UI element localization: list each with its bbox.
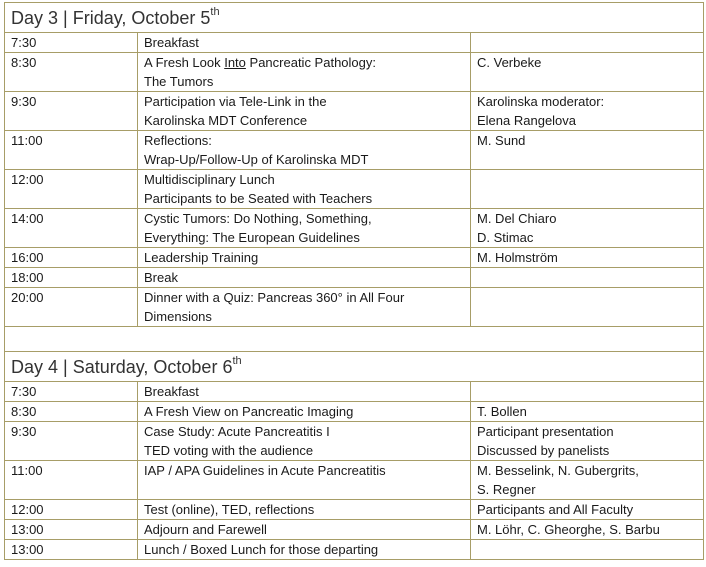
- event-cell: Break: [138, 268, 471, 288]
- table-row: [5, 268, 704, 288]
- spacer-row: [5, 327, 704, 352]
- time-cell: 14:00: [5, 209, 138, 248]
- speaker-cell: [471, 268, 704, 288]
- speaker-cell: M. Löhr, C. Gheorghe, S. Barbu: [471, 520, 704, 540]
- event-cell: IAP / APA Guidelines in Acute Pancreatitis: [138, 461, 471, 500]
- event-cell: Reflections: Wrap-Up/Follow-Up of Karolinska MDT: [138, 131, 471, 170]
- speaker-cell: [471, 540, 704, 560]
- event-cell: Adjourn and Farewell: [138, 520, 471, 540]
- time-cell: 7:30: [5, 382, 138, 402]
- table-row: [5, 500, 704, 520]
- table-row: [5, 540, 704, 560]
- event-cell: Dinner with a Quiz: Pancreas 360° in All Four Dimensions: [138, 288, 471, 327]
- event-cell: Participation via Tele-Link in the Karolinska MDT Conference: [138, 92, 471, 131]
- speaker-cell: Participant presentation Discussed by panelists: [471, 422, 704, 461]
- speaker-cell: M. Del Chiaro D. Stimac: [471, 209, 704, 248]
- table-row: [5, 520, 704, 540]
- table-row: [5, 170, 704, 209]
- time-cell: 12:00: [5, 170, 138, 209]
- speaker-cell: Karolinska moderator: Elena Rangelova: [471, 92, 704, 131]
- speaker-cell: M. Holmström: [471, 248, 704, 268]
- event-cell: Case Study: Acute Pancreatitis I TED voting with the audience: [138, 422, 471, 461]
- table-row: [5, 288, 704, 327]
- time-cell: 9:30: [5, 92, 138, 131]
- speaker-cell: [471, 170, 704, 209]
- event-cell: Lunch / Boxed Lunch for those departing: [138, 540, 471, 560]
- table-row: [5, 53, 704, 92]
- time-cell: 13:00: [5, 540, 138, 560]
- table-row: [5, 402, 704, 422]
- time-cell: 8:30: [5, 53, 138, 92]
- time-cell: 9:30: [5, 422, 138, 461]
- speaker-cell: [471, 382, 704, 402]
- event-cell: Leadership Training: [138, 248, 471, 268]
- event-cell: Multidisciplinary Lunch Participants to be Seated with Teachers: [138, 170, 471, 209]
- day-3-title: Day 3 | Friday, October 5th: [5, 3, 704, 33]
- underlined-word: Into: [224, 55, 246, 70]
- event-cell: A Fresh Look Into Pancreatic Pathology: The Tumors: [138, 53, 471, 92]
- spacer-cell: [5, 327, 704, 352]
- day-header-row: [5, 3, 704, 33]
- time-cell: 11:00: [5, 131, 138, 170]
- table-row: [5, 461, 704, 500]
- time-cell: 18:00: [5, 268, 138, 288]
- schedule-table: [4, 2, 704, 560]
- time-cell: 12:00: [5, 500, 138, 520]
- speaker-cell: T. Bollen: [471, 402, 704, 422]
- time-cell: 20:00: [5, 288, 138, 327]
- event-cell: Breakfast: [138, 33, 471, 53]
- table-row: [5, 248, 704, 268]
- speaker-cell: M. Besselink, N. Gubergrits, S. Regner: [471, 461, 704, 500]
- day-4-title: Day 4 | Saturday, October 6th: [5, 352, 704, 382]
- table-row: [5, 209, 704, 248]
- time-cell: 8:30: [5, 402, 138, 422]
- time-cell: 7:30: [5, 33, 138, 53]
- event-cell: Breakfast: [138, 382, 471, 402]
- time-cell: 16:00: [5, 248, 138, 268]
- speaker-cell: M. Sund: [471, 131, 704, 170]
- table-row: [5, 131, 704, 170]
- table-row: [5, 422, 704, 461]
- speaker-cell: [471, 33, 704, 53]
- time-cell: 11:00: [5, 461, 138, 500]
- event-cell: Cystic Tumors: Do Nothing, Something, Everything: The European Guidelines: [138, 209, 471, 248]
- table-row: [5, 92, 704, 131]
- speaker-cell: Participants and All Faculty: [471, 500, 704, 520]
- speaker-cell: C. Verbeke: [471, 53, 704, 92]
- speaker-cell: [471, 288, 704, 327]
- table-row: [5, 382, 704, 402]
- time-cell: 13:00: [5, 520, 138, 540]
- event-cell: Test (online), TED, reflections: [138, 500, 471, 520]
- event-cell: A Fresh View on Pancreatic Imaging: [138, 402, 471, 422]
- day-header-row: [5, 352, 704, 382]
- table-row: [5, 33, 704, 53]
